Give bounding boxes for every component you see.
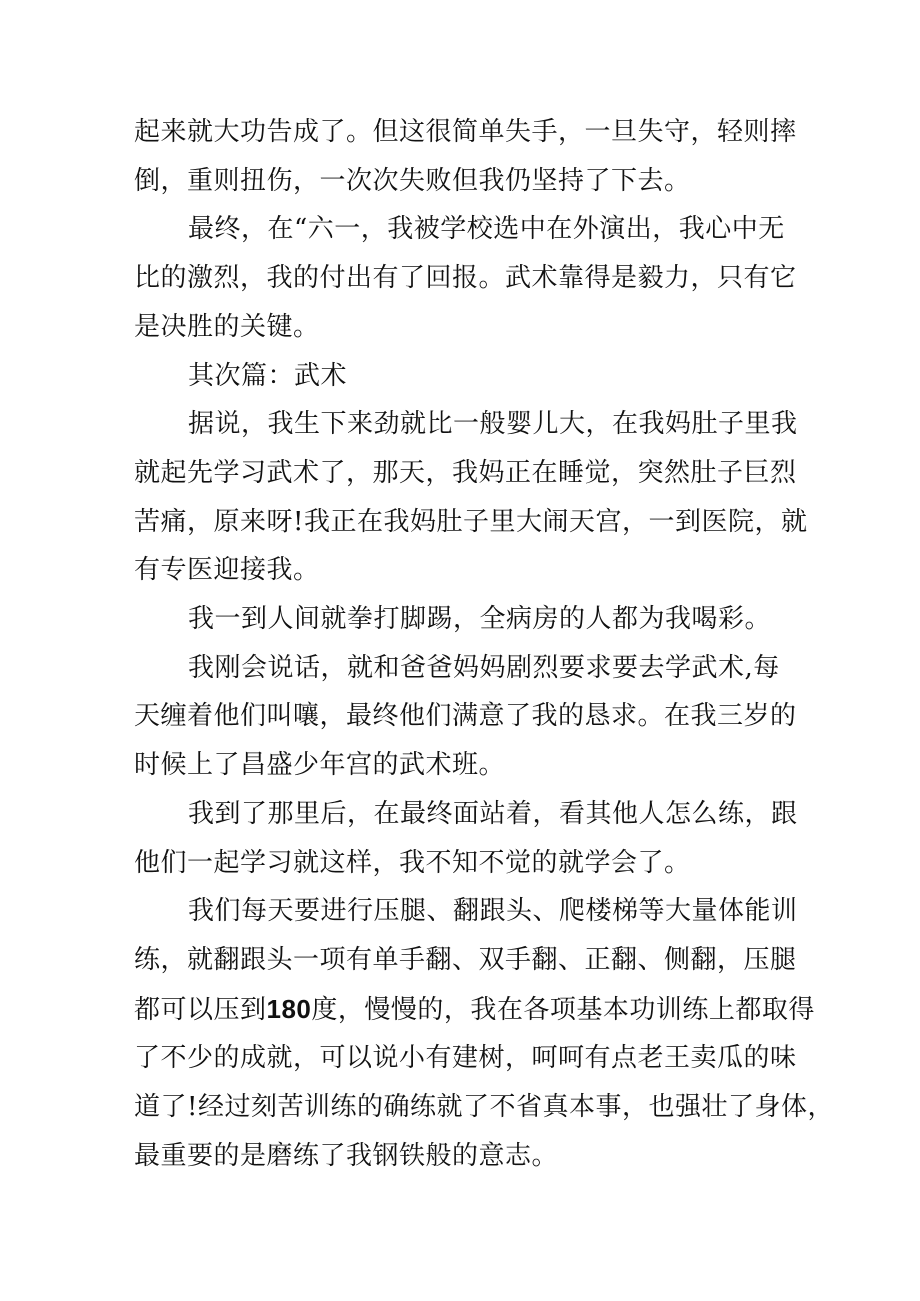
text-line: 练，就翻跟头一项有单手翻、双手翻、正翻、侧翻，压腿 — [134, 944, 797, 975]
text-line: 有专医迎接我。 — [134, 555, 320, 586]
text-line: 天缠着他们叫嚷，最终他们满意了我的恳求。在我三岁的 — [134, 701, 797, 732]
text-line: 时候上了昌盛少年宫的武术班。 — [134, 750, 506, 781]
text-line: 我一到人间就拳打脚踢，全病房的人都为我喝彩。 — [188, 604, 772, 635]
text-line: 我刚会说话，就和爸爸妈妈剧烈要求要去学武术,每 — [188, 652, 780, 683]
text-line: 就起先学习武术了，那天，我妈正在睡觉，突然肚子巨烈 — [134, 457, 797, 488]
text-line: 比的激烈，我的付出有了回报。武术靠得是毅力，只有它 — [134, 263, 797, 294]
text-line: 最重要的是磨练了我钢铁般的意志。 — [134, 1140, 559, 1171]
text-line: 都可以压到180度，慢慢的，我在各项基本功训练上都取得 — [134, 993, 815, 1025]
text-line: 道了!经过刻苦训练的确练就了不省真本事，也强壮了身体， — [134, 1092, 834, 1123]
text-line: 起来就大功告成了。但这很简单失手，一旦失守，轻则摔 — [134, 117, 797, 147]
text-line: 我到了那里后，在最终面站着，看其他人怎么练，跟 — [188, 798, 798, 829]
text-line: 他们一起学习就这样，我不知不觉的就学会了。 — [134, 847, 691, 878]
text-line: 是决胜的关键。 — [134, 311, 320, 342]
paragraph — [134, 595, 798, 644]
text-line: 了不少的成就，可以说小有建树，呵呵有点老王卖瓜的味 — [134, 1043, 797, 1074]
text-line: 倒，重则扭伤，一次次失败但我仍坚持了下去。 — [134, 165, 691, 196]
text-line: 据说，我生下来劲就比一般婴儿大，在我妈肚子里我 — [188, 409, 798, 440]
text-line: 最终，在“六一，我被学校选中在外演出，我心中无 — [188, 214, 785, 245]
text-line: 我们每天要进行压腿、翻跟头、爬楼梯等大量体能训 — [188, 896, 798, 927]
document-body — [134, 108, 834, 1180]
text-line: 苦痛，原来呀!我正在我妈肚子里大闹天宫，一到医院，就 — [134, 506, 808, 537]
text-line: 其次篇：武术 — [188, 360, 348, 391]
paragraph — [134, 790, 798, 887]
paragraph — [134, 108, 798, 205]
paragraph — [134, 887, 834, 1180]
paragraph — [134, 400, 808, 595]
number-text: 180 — [266, 993, 312, 1024]
paragraph — [134, 205, 798, 351]
paragraph — [134, 644, 798, 790]
section-heading — [134, 352, 798, 401]
